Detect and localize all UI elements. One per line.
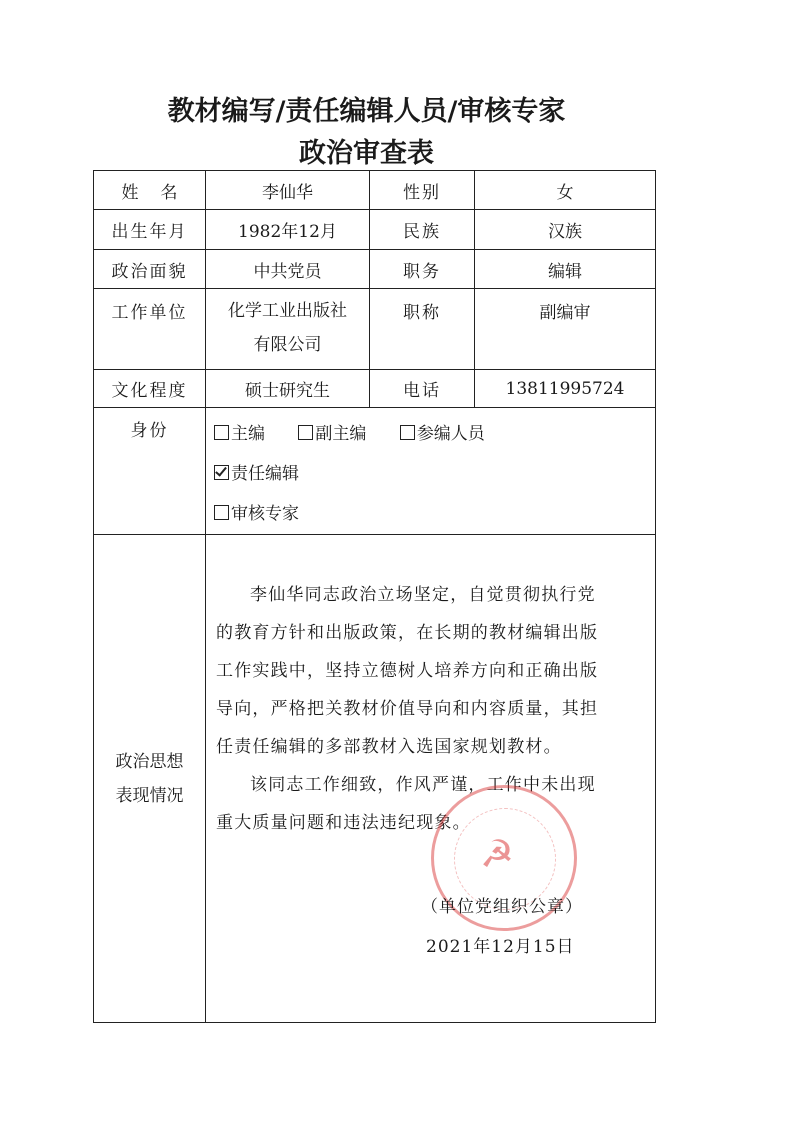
employer-line1: 化学工业出版社	[228, 301, 347, 321]
checkbox-icon[interactable]	[214, 505, 229, 520]
para1-line1: 李仙华同志政治立场坚定，自觉贯彻执行党	[250, 585, 596, 605]
evaluation-label-line2: 表现情况	[115, 785, 184, 806]
sign-date: 2021年12月15日	[426, 937, 575, 957]
option-responsible-editor[interactable]: 责任编辑	[214, 454, 299, 494]
option-contributor[interactable]: 参编人员	[400, 414, 485, 454]
form-title: 教材编写/责任编辑人员/审核专家	[167, 96, 566, 127]
position-label: 职务	[370, 250, 475, 289]
title-rank-label: 职称	[370, 289, 475, 370]
identity-options	[206, 408, 656, 535]
identity-label: 身份	[94, 408, 206, 535]
checkbox-icon[interactable]	[214, 425, 229, 440]
employer-line2: 有限公司	[253, 335, 322, 355]
option-review-expert[interactable]: 审核专家	[214, 494, 299, 534]
gender-label: 性别	[370, 171, 475, 210]
title-rank-value: 副编审	[475, 289, 656, 370]
para1-line3: 工作实践中，坚持立德树人培养方向和正确出版	[216, 661, 599, 681]
para1-line5: 任责任编辑的多部教材入选国家规划教材。	[216, 737, 562, 757]
ethnicity-value: 汉族	[475, 210, 656, 250]
gender-value: 女	[475, 171, 656, 210]
para2-line2: 重大质量问题和违法违纪现象。	[216, 813, 471, 833]
checkbox-checked-icon[interactable]	[214, 465, 229, 480]
education-label: 文化程度	[94, 370, 206, 408]
para2-line1: 该同志工作细致，作风严谨，工作中未出现	[250, 775, 596, 795]
option-chief-editor[interactable]: 主编	[214, 414, 265, 454]
evaluation-content	[206, 535, 656, 1023]
position-value: 编辑	[475, 250, 656, 289]
option-deputy-editor[interactable]: 副主编	[298, 414, 366, 454]
employer-label: 工作单位	[94, 289, 206, 370]
para1-line2: 的教育方针和出版政策，在长期的教材编辑出版	[216, 623, 599, 643]
evaluation-label	[94, 535, 206, 1023]
form-subtitle: 政治审查表	[299, 138, 434, 169]
checkbox-icon[interactable]	[298, 425, 313, 440]
name-value: 李仙华	[206, 171, 370, 210]
para1-line4: 导向，严格把关教材价值导向和内容质量，其担	[216, 699, 599, 719]
phone-label: 电话	[370, 370, 475, 408]
political-value: 中共党员	[206, 250, 370, 289]
evaluation-label-line1: 政治思想	[115, 751, 184, 772]
seal-caption: （单位党组织公章）	[421, 897, 583, 917]
employer-value	[206, 289, 370, 370]
name-label: 姓名	[94, 171, 206, 210]
ethnicity-label: 民族	[370, 210, 475, 250]
review-form-table	[93, 170, 656, 1023]
birth-label: 出生年月	[94, 210, 206, 250]
political-label: 政治面貌	[94, 250, 206, 289]
education-value: 硕士研究生	[206, 370, 370, 408]
checkbox-icon[interactable]	[400, 425, 415, 440]
birth-value: 1982年12月	[206, 210, 370, 250]
phone-value: 13811995724	[475, 370, 656, 408]
hammer-sickle-icon: ☭	[480, 832, 515, 876]
